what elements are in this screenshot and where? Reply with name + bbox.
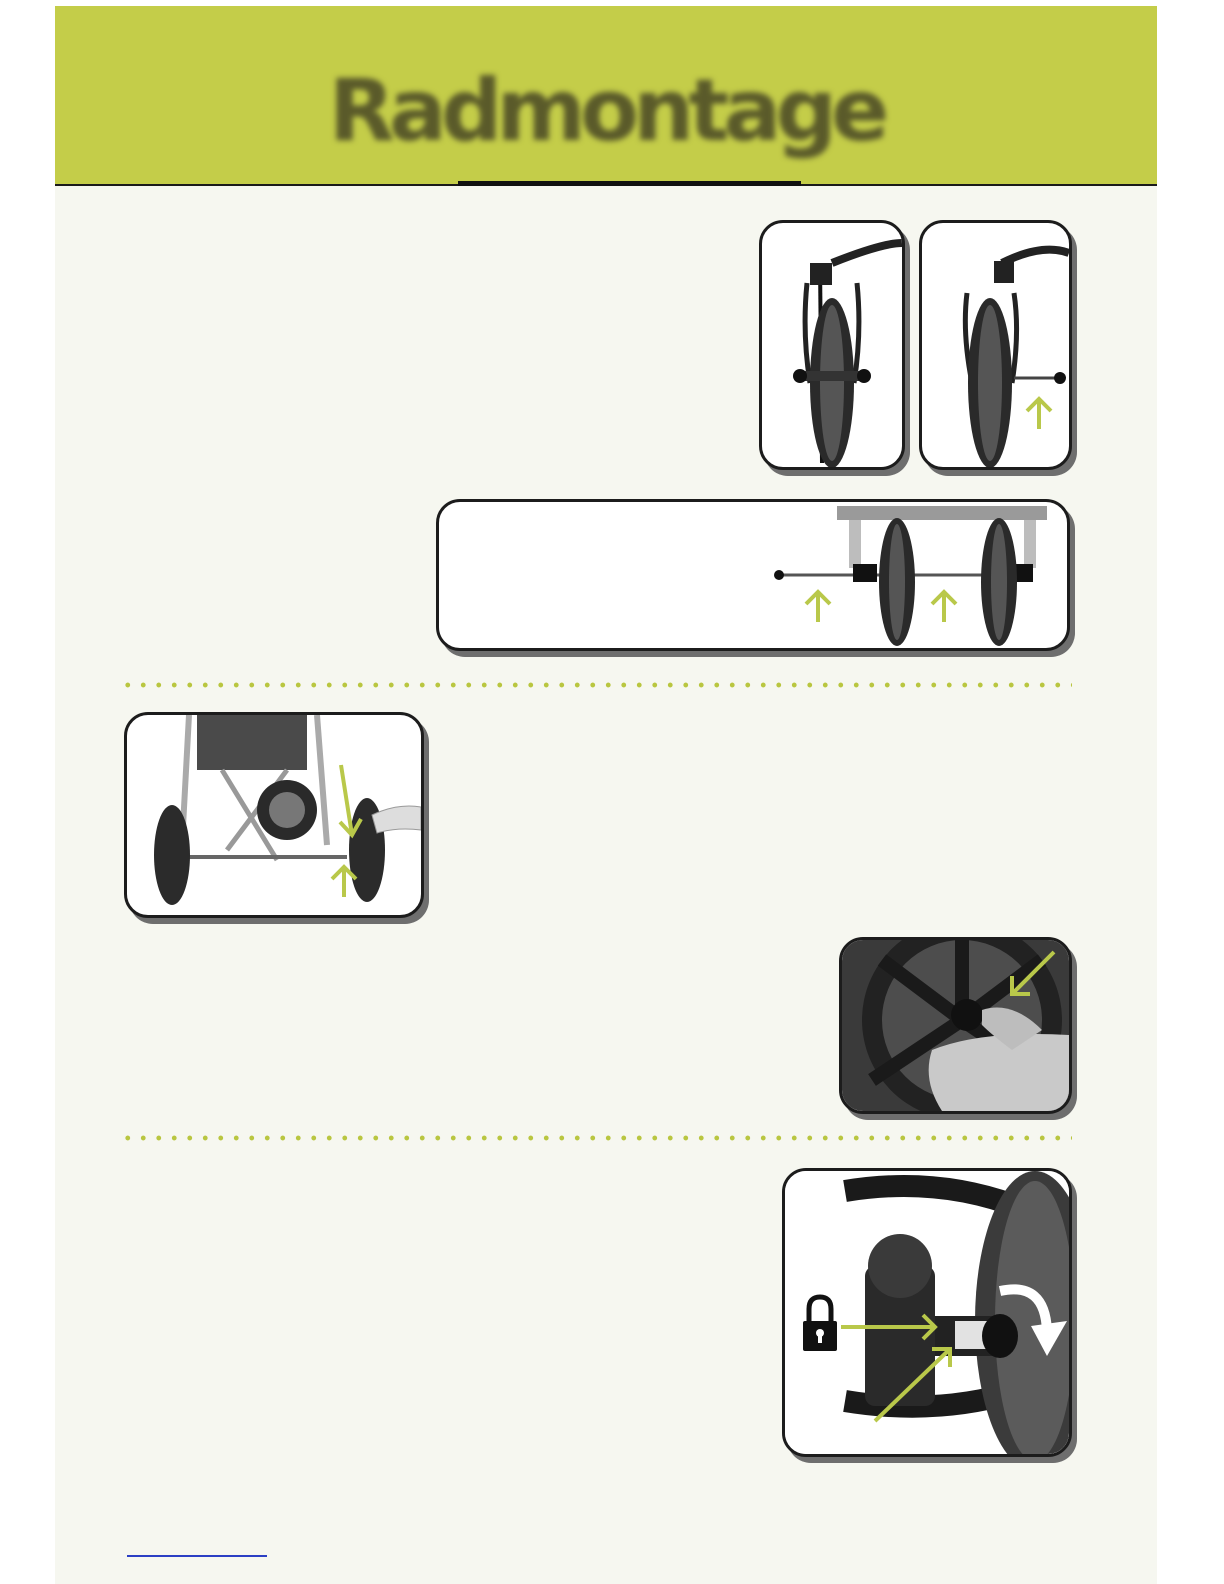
stroller-rear-illustration <box>127 715 421 915</box>
section-divider <box>120 1135 1072 1141</box>
figure-rear-axle-assembly <box>436 499 1070 651</box>
figure-front-wheel-axle-removed <box>919 220 1072 470</box>
figure-wheel-hub-release <box>839 937 1072 1114</box>
front-wheel-axle-illustration <box>922 223 1069 467</box>
arrow-down-icon <box>340 765 361 835</box>
title-underline <box>458 181 801 186</box>
rear-axle-illustration <box>439 502 1067 648</box>
arrow-up-icon <box>932 592 956 622</box>
section-divider <box>120 682 1072 688</box>
footer-link-underline[interactable] <box>127 1555 267 1557</box>
arrow-up-icon <box>1027 399 1051 429</box>
brake-lock-illustration <box>785 1171 1069 1454</box>
front-wheel-illustration <box>762 223 902 467</box>
page-title: Radmontage <box>328 61 884 161</box>
header-banner <box>55 6 1157 186</box>
wheel-hub-illustration <box>842 940 1069 1111</box>
arrow-up-icon <box>806 592 830 622</box>
figure-rear-wheel-attach <box>124 712 424 918</box>
figure-front-wheel-assembled <box>759 220 905 470</box>
figure-brake-lock-detail <box>782 1168 1072 1457</box>
